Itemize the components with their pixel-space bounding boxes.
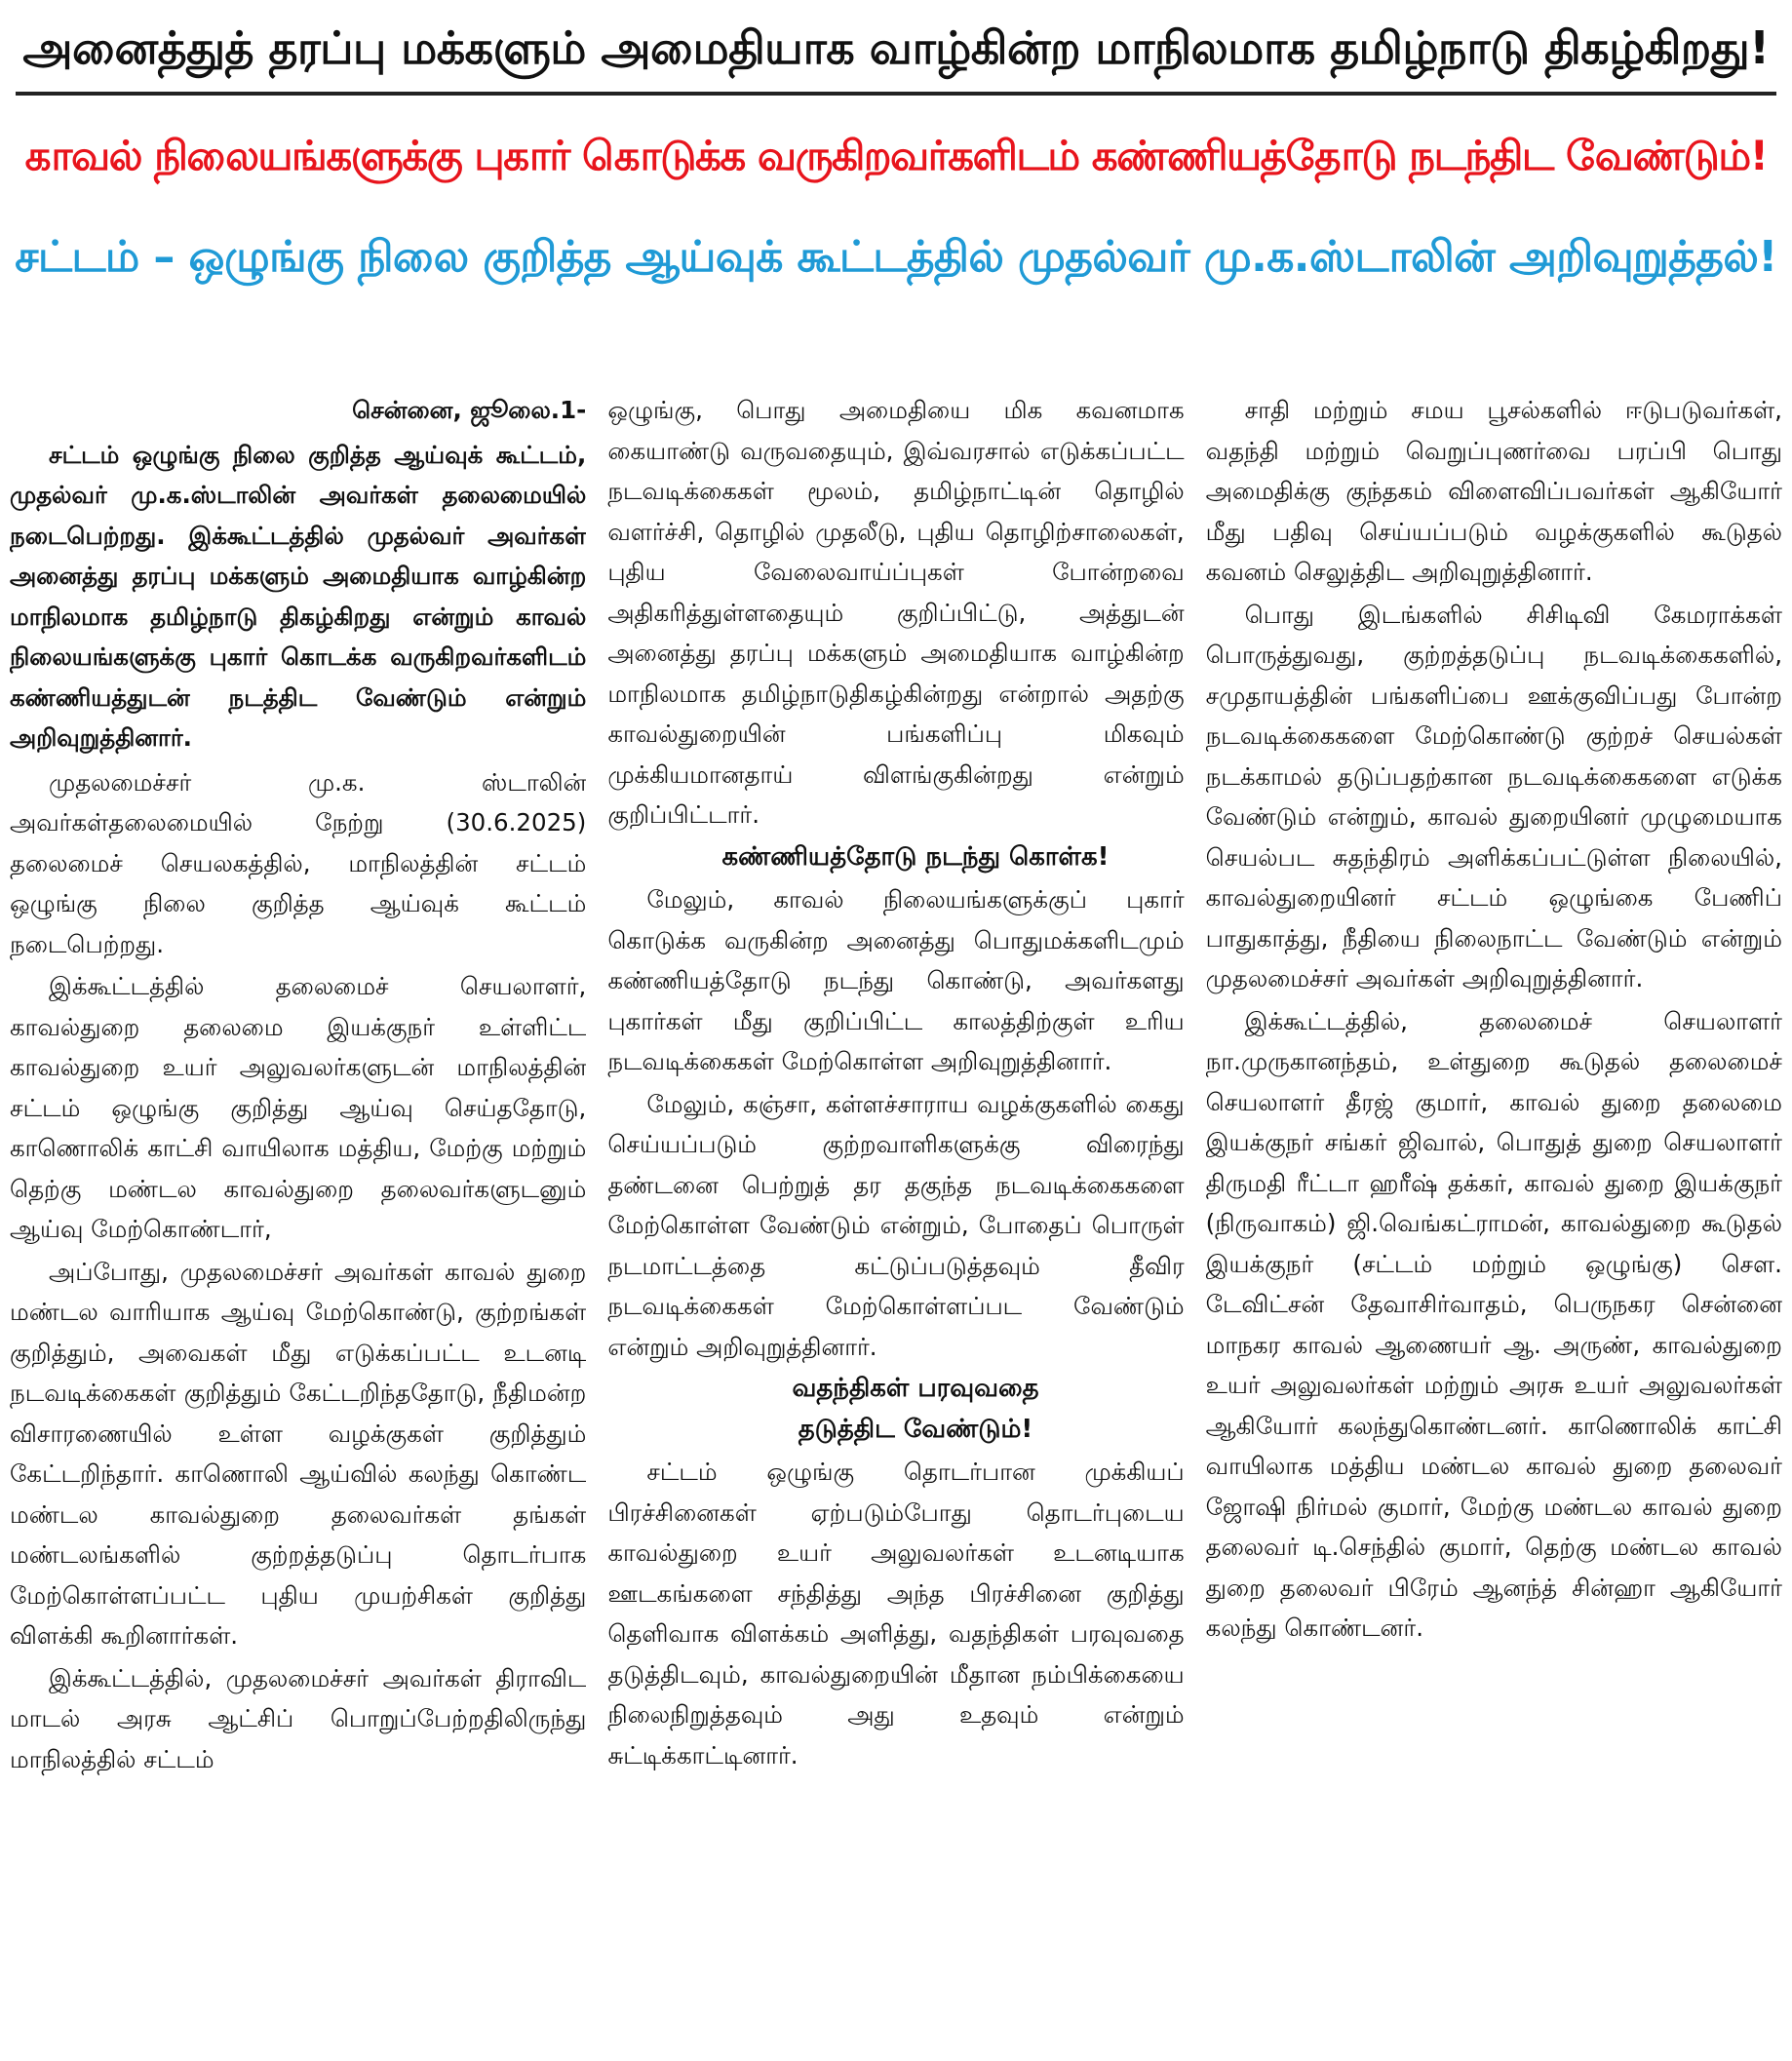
top-headline: அனைத்துத் தரப்பு மக்களும் அமைதியாக வாழ்கின்ற மாநிலமாக தமிழ்நாடு திகழ்கிறது! bbox=[22, 21, 1770, 74]
paragraph: சாதி மற்றும் சமய பூசல்களில் ஈடுபடுவர்கள், வதந்தி மற்றும் வெறுப்புணர்வை பரப்பி பொது அமைதிக்கு குந்தகம் விளைவிப்பவர்கள் ஆகியோர் மீது பதிவு செய்யப்படும் வழக்குகளில் கூடுதல் கவனம் செலுத்திட அறிவுறுத்தினார். bbox=[1205, 396, 1782, 586]
paragraph: ஒழுங்கு, பொது அமைதியை மிக கவனமாக கையாண்டு வருவதையும், இவ்வரசால் எடுக்கப்பட்ட நடவடிக்கைகள் மூலம், தமிழ்நாட்டின் தொழில் வளர்ச்சி, தொழில் முதலீடு, புதிய தொழிற்சாலைகள், புதிய வேலைவாய்ப்புகள் போன்றவை அதிகரித்துள்ளதையும் குறிப்பிட்டு, அத்துடன் அனைத்து தரப்பு மக்களும் அமைதியாக வாழ்கின்ற மாநிலமாக தமிழ்நாடுதிகழ்கின்றது என்றால் அதற்கு காவல்துறையின் பங்களிப்பு மிகவும் முக்கியமானதாய் விளங்குகின்றது என்றும் குறிப்பிட்டார். bbox=[607, 396, 1185, 829]
paragraph: சட்டம் ஒழுங்கு தொடர்பான முக்கியப் பிரச்சினைகள் ஏற்படும்போது தொடர்புடைய காவல்துறை உயர் அலுவலர்கள் உடனடியாக ஊடகங்களை சந்தித்து அந்த பிரச்சினை குறித்து தெளிவாக விளக்கம் அளித்து, வதந்திகள் பரவுவதை தடுத்திடவும், காவல்துறையின் மீதான நம்பிக்கையை நிலைநிறுத்தவும் அது உதவும் என்றும் சுட்டிக்காட்டினார். bbox=[607, 1458, 1185, 1769]
paragraph: இக்கூட்டத்தில் தலைமைச் செயலாளர், காவல்துறை தலைமை இயக்குநர் உள்ளிட்ட காவல்துறை உயர் அலுவலர்களுடன் மாநிலத்தின் சட்டம் ஒழுங்கு குறித்து ஆய்வு செய்ததோடு, காணொலிக் காட்சி வாயிலாக மத்திய, மேற்கு மற்றும் தெற்கு மண்டல காவல்துறை தலைவர்களுடனும் ஆய்வு மேற்கொண்டார், bbox=[10, 972, 587, 1243]
sub-headline: சட்டம் – ஒழுங்கு நிலை குறித்த ஆய்வுக் கூட்டத்தில் முதல்வர் மு.க.ஸ்டாலின் அறிவுறுத்தல்! bbox=[15, 232, 1777, 282]
paragraph: மேலும், கஞ்சா, கள்ளச்சாராய வழக்குகளில் கைது செய்யப்படும் குற்றவாளிகளுக்கு விரைந்து தண்டனை பெற்றுத் தர தகுந்த நடவடிக்கைகளை மேற்கொள்ள வேண்டும் என்றும், போதைப் பொருள் நடமாட்டத்தை கட்டுப்படுத்தவும் தீவிர நடவடிக்கைகள் மேற்கொள்ளப்பட வேண்டும் என்றும் அறிவுறுத்தினார். bbox=[607, 1089, 1185, 1361]
dateline: சென்னை, ஜூலை.1- bbox=[352, 396, 587, 424]
paragraph: மேலும், காவல் நிலையங்களுக்குப் புகார் கொடுக்க வருகின்ற அனைத்து பொதுமக்களிடமும் கண்ணியத்தோடு நடந்து கொண்டு, அவர்களது புகார்கள் மீது குறிப்பிட்ட காலத்திற்குள் உரிய நடவடிக்கைகள் மேற்கொள்ள அறிவுறுத்தினார். bbox=[607, 885, 1185, 1075]
subheading: கண்ணியத்தோடு நடந்து கொள்க! bbox=[721, 841, 1110, 872]
paragraph: பொது இடங்களில் சிசிடிவி கேமராக்கள் பொருத்துவது, குற்றத்தடுப்பு நடவடிக்கைகளில், சமுதாயத்தின் பங்களிப்பை ஊக்குவிப்பது போன்ற நடவடிக்கைகளை மேற்கொண்டு குற்றச் செயல்கள் நடக்காமல் தடுப்பதற்கான நடவடிக்கைகளை எடுக்க வேண்டும் என்றும், காவல் துறையினர் முழுமையாக செயல்பட சுதந்திரம் அளிக்கப்பட்டுள்ள நிலையில், காவல்துறையினர் சட்டம் ஒழுங்கை பேணிப் பாதுகாத்து, நீதியை நிலைநாட்ட வேண்டும் என்றும் முதலமைச்சர் அவர்கள் அறிவுறுத்தினார். bbox=[1205, 600, 1782, 992]
paragraph: முதலமைச்சர் மு.க. ஸ்டாலின் அவர்கள்தலைமையில் நேற்று (30.6.2025) தலைமைச் செயலகத்தில், மாநிலத்தின் சட்டம் ஒழுங்கு நிலை குறித்த ஆய்வுக் கூட்டம் நடைபெற்றது. bbox=[10, 767, 587, 958]
article-columns bbox=[10, 390, 1782, 2055]
paragraph: அப்போது, முதலமைச்சர் அவர்கள் காவல் துறை மண்டல வாரியாக ஆய்வு மேற்கொண்டு, குற்றங்கள் குறித்தும், அவைகள் மீது எடுக்கப்பட்ட உடனடி நடவடிக்கைகள் குறித்தும் கேட்டறிந்ததோடு, நீதிமன்ற விசாரணையில் உள்ள வழக்குகள் குறித்தும் கேட்டறிந்தார். காணொலி ஆய்வில் கலந்து கொண்ட மண்டல காவல்துறை தலைவர்கள் தங்கள் மண்டலங்களில் குற்றத்தடுப்பு தொடர்பாக மேற்கொள்ளப்பட்ட புதிய முயற்சிகள் குறித்து விளக்கி கூறினார்கள். bbox=[10, 1257, 587, 1650]
column-3 bbox=[1206, 390, 1782, 2055]
paragraph: இக்கூட்டத்தில், தலைமைச் செயலாளர் நா.முருகானந்தம், உள்துறை கூடுதல் தலைமைச் செயலாளர் தீரஜ் குமார், காவல் துறை தலைமை இயக்குநர் சங்கர் ஜிவால், பொதுத் துறை செயலாளர் திருமதி ரீட்டா ஹரீஷ் தக்கர், காவல் துறை இயக்குநர் (நிருவாகம்) ஜி.வெங்கட்ராமன், காவல்துறை கூடுதல் இயக்குநர் (சட்டம் மற்றும் ஒழுங்கு) செள. டேவிட்சன் தேவாசிர்வாதம், பெருநகர சென்னை மாநகர காவல் ஆணையர் ஆ. அருண், காவல்துறை உயர் அலுவலர்கள் மற்றும் அரசு உயர் அலுவலர்கள் ஆகியோர் கலந்துகொண்டனர். காணொலிக் காட்சி வாயிலாக மத்திய மண்டல காவல் துறை தலைவர் ஜோஷி நிர்மல் குமார், மேற்கு மண்டல காவல் துறை தலைவர் டி.செந்தில் குமார், தெற்கு மண்டல காவல் துறை தலைவர் பிரேம் ஆனந்த் சின்ஹா ஆகியோர் கலந்து கொண்டனர். bbox=[1205, 1006, 1782, 1642]
column-1 bbox=[10, 390, 586, 2055]
paragraph: இக்கூட்டத்தில், முதலமைச்சர் அவர்கள் திராவிட மாடல் அரசு ஆட்சிப் பொறுப்பேற்றதிலிருந்து மாநிலத்தில் சட்டம் bbox=[10, 1663, 587, 1773]
subheading-line-1: வதந்திகள் பரவுவதை bbox=[792, 1374, 1039, 1403]
main-headline: காவல் நிலையங்களுக்கு புகார் கொடுக்க வருகிறவர்களிடம் கண்ணியத்தோடு நடந்திட வேண்டும்! bbox=[24, 132, 1768, 179]
subheading-line-2: தடுத்திட வேண்டும்! bbox=[798, 1414, 1033, 1444]
lead-paragraph: சட்டம் ஒழுங்கு நிலை குறித்த ஆய்வுக் கூட்டம், முதல்வர் மு.க.ஸ்டாலின் அவர்கள் தலைமையில் நடைபெற்றது. இக்கூட்டத்தில் முதல்வர் அவர்கள் அனைத்து தரப்பு மக்களும் அமைதியாக வாழ்கின்ற மாநிலமாக தமிழ்நாடு திகழ்கிறது என்றும் காவல் நிலையங்களுக்கு புகார் கொடக்க வருகிறவர்களிடம் கண்ணியத்துடன் நடத்திட வேண்டும் என்றும் அறிவுறுத்தினார். bbox=[10, 440, 587, 752]
column-2 bbox=[607, 390, 1184, 2055]
